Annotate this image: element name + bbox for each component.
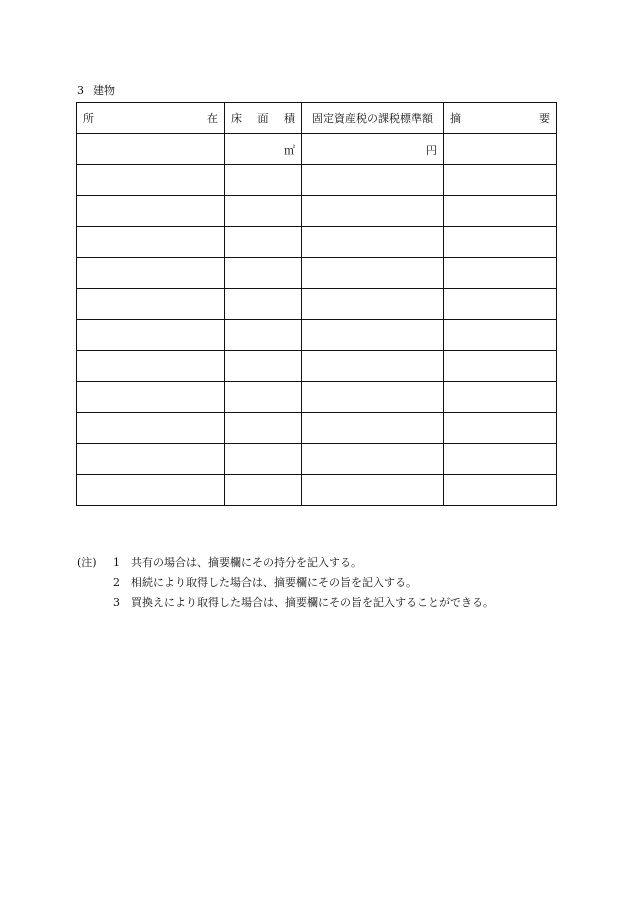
tax-base-cell[interactable] — [302, 475, 444, 506]
floor-area-cell[interactable] — [225, 165, 302, 196]
table-row — [77, 165, 557, 196]
header-floor-area-char-3: 積 — [284, 112, 295, 125]
section-label: 建物 — [93, 84, 115, 97]
location-cell[interactable] — [77, 227, 225, 258]
remarks-cell[interactable] — [444, 134, 557, 165]
location-cell[interactable] — [77, 134, 225, 165]
tax-base-cell[interactable] — [302, 351, 444, 382]
tax-base-cell[interactable] — [302, 413, 444, 444]
note-text: 買換えにより取得した場合は、摘要欄にその旨を記入することができる。 — [131, 596, 494, 609]
table-row — [77, 382, 557, 413]
tax-base-cell[interactable] — [302, 134, 444, 165]
table-row — [77, 227, 557, 258]
remarks-cell[interactable] — [444, 227, 557, 258]
location-cell[interactable] — [77, 196, 225, 227]
floor-area-cell[interactable] — [225, 258, 302, 289]
header-floor-area-char-1: 床 — [231, 112, 242, 125]
note-number: 2 — [113, 576, 120, 589]
table-row — [77, 134, 557, 165]
location-cell[interactable] — [77, 258, 225, 289]
header-tax-base: 固定資産税の課税標準額 — [302, 103, 444, 134]
tax-base-unit: 円 — [426, 144, 437, 157]
notes — [77, 553, 494, 613]
note-text: 相続により取得した場合は、摘要欄にその旨を記入する。 — [131, 576, 417, 589]
floor-area-cell[interactable] — [225, 289, 302, 320]
table-row — [77, 351, 557, 382]
tax-base-cell[interactable] — [302, 196, 444, 227]
table-header-row — [77, 103, 557, 134]
floor-area-cell[interactable] — [225, 134, 302, 165]
remarks-cell[interactable] — [444, 196, 557, 227]
floor-area-cell[interactable] — [225, 475, 302, 506]
table-row — [77, 475, 557, 506]
header-remarks-left: 摘 — [450, 112, 461, 125]
location-cell[interactable] — [77, 444, 225, 475]
floor-area-cell[interactable] — [225, 413, 302, 444]
floor-area-cell[interactable] — [225, 320, 302, 351]
table-row — [77, 320, 557, 351]
notes-prefix: (注) — [77, 556, 97, 569]
table-row — [77, 413, 557, 444]
location-cell[interactable] — [77, 351, 225, 382]
header-location-left: 所 — [83, 112, 94, 125]
note-item-1 — [77, 553, 494, 573]
remarks-cell[interactable] — [444, 258, 557, 289]
header-location — [77, 103, 225, 134]
floor-area-unit: ㎡ — [284, 144, 295, 157]
tax-base-cell[interactable] — [302, 382, 444, 413]
floor-area-cell[interactable] — [225, 227, 302, 258]
location-cell[interactable] — [77, 165, 225, 196]
building-table — [76, 102, 557, 506]
location-cell[interactable] — [77, 475, 225, 506]
remarks-cell[interactable] — [444, 413, 557, 444]
header-floor-area — [225, 103, 302, 134]
tax-base-cell[interactable] — [302, 227, 444, 258]
floor-area-cell[interactable] — [225, 196, 302, 227]
remarks-cell[interactable] — [444, 165, 557, 196]
remarks-cell[interactable] — [444, 382, 557, 413]
section-title — [77, 84, 115, 98]
note-text: 共有の場合は、摘要欄にその持分を記入する。 — [131, 556, 362, 569]
floor-area-cell[interactable] — [225, 351, 302, 382]
location-cell[interactable] — [77, 382, 225, 413]
header-floor-area-char-2: 面 — [257, 112, 269, 125]
tax-base-cell[interactable] — [302, 289, 444, 320]
remarks-cell[interactable] — [444, 320, 557, 351]
table-row — [77, 258, 557, 289]
location-cell[interactable] — [77, 320, 225, 351]
remarks-cell[interactable] — [444, 289, 557, 320]
tax-base-cell[interactable] — [302, 444, 444, 475]
remarks-cell[interactable] — [444, 444, 557, 475]
section-number: 3 — [77, 84, 84, 97]
note-item-3 — [77, 593, 494, 613]
remarks-cell[interactable] — [444, 351, 557, 382]
note-item-2 — [77, 573, 494, 593]
tax-base-cell[interactable] — [302, 258, 444, 289]
location-cell[interactable] — [77, 289, 225, 320]
table-row — [77, 289, 557, 320]
tax-base-cell[interactable] — [302, 165, 444, 196]
tax-base-cell[interactable] — [302, 320, 444, 351]
header-remarks — [444, 103, 557, 134]
remarks-cell[interactable] — [444, 475, 557, 506]
location-cell[interactable] — [77, 413, 225, 444]
header-location-right: 在 — [207, 112, 218, 125]
note-number: 1 — [113, 556, 120, 569]
table-row — [77, 196, 557, 227]
floor-area-cell[interactable] — [225, 382, 302, 413]
table-row — [77, 444, 557, 475]
note-number: 3 — [113, 596, 120, 609]
floor-area-cell[interactable] — [225, 444, 302, 475]
header-remarks-right: 要 — [539, 112, 550, 125]
